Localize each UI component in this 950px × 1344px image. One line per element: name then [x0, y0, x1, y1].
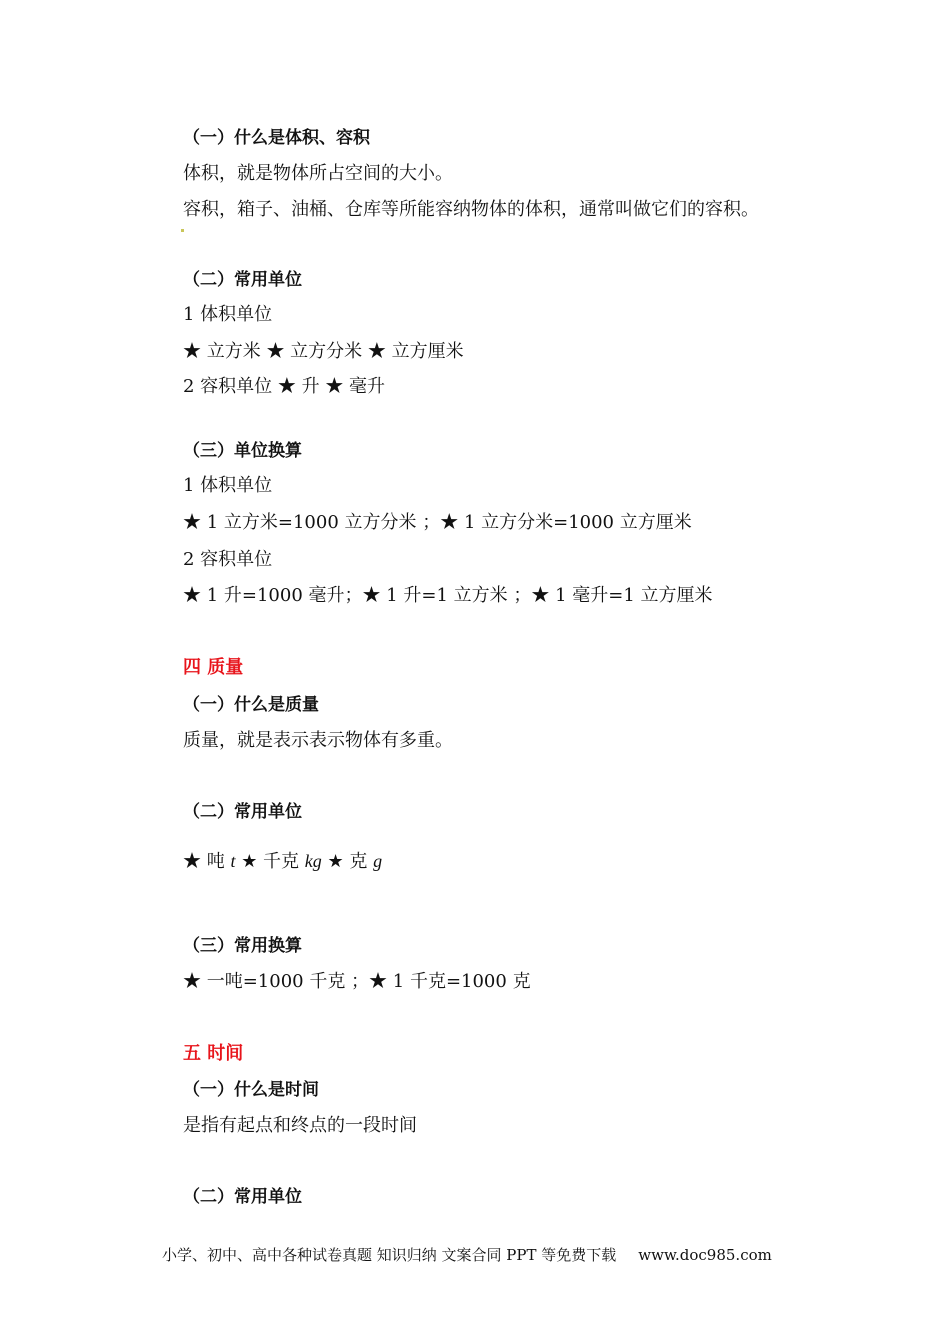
conversion-volume-title: 1 体积单位 — [183, 475, 273, 496]
mass-unit-g-symbol: g — [373, 851, 383, 871]
conversion-capacity-title: 2 容积单位 — [183, 549, 273, 570]
mass-unit-kg-symbol: kg — [304, 851, 322, 871]
conversion-capacity-line: ★ 1 升=1000 毫升；★ 1 升=1 立方米 ；★ 1 毫升=1 立方厘米 — [183, 585, 713, 606]
paragraph-time-definition: 是指有起点和终点的一段时间 — [183, 1115, 417, 1136]
stray-mark — [181, 229, 184, 232]
paragraph-mass-definition: 质量，就是表示表示物体有多重。 — [183, 730, 453, 751]
heading-unit-conversion: （三）单位换算 — [183, 441, 302, 461]
mass-unit-kilogram: ★ 千克 — [235, 851, 305, 872]
mass-unit-t-symbol: t — [230, 851, 236, 871]
heading-what-is-mass: （一）什么是质量 — [183, 695, 319, 715]
footer-text: 小学、初中、高中各种试卷真题 知识归纳 文案合同 PPT 等免费下载 — [162, 1246, 617, 1264]
page-footer — [162, 1244, 772, 1266]
section-time-title: 五 时间 — [183, 1043, 244, 1064]
mass-unit-ton: ★ 吨 — [183, 851, 231, 872]
heading-what-is-time: （一）什么是时间 — [183, 1080, 319, 1100]
heading-what-is-volume: （一）什么是体积、容积 — [183, 128, 370, 148]
paragraph-capacity-definition: 容积，箱子、油桶、仓库等所能容纳物体的体积，通常叫做它们的容积。 — [183, 199, 759, 220]
heading-mass-units: （二）常用单位 — [183, 802, 302, 822]
heading-mass-conversion: （三）常用换算 — [183, 936, 302, 956]
heading-common-units: （二）常用单位 — [183, 270, 302, 290]
mass-units-line — [183, 849, 382, 874]
volume-units-list: ★ 立方米 ★ 立方分米 ★ 立方厘米 — [183, 341, 464, 362]
conversion-volume-line: ★ 1 立方米=1000 立方分米 ；★ 1 立方分米=1000 立方厘米 — [183, 512, 692, 533]
heading-time-units: （二）常用单位 — [183, 1187, 302, 1207]
mass-unit-gram: ★ 克 — [321, 851, 374, 872]
capacity-units-line: 2 容积单位 ★ 升 ★ 毫升 — [183, 376, 386, 397]
paragraph-volume-definition: 体积，就是物体所占空间的大小。 — [183, 163, 453, 184]
mass-conversion-line: ★ 一吨=1000 千克 ；★ 1 千克=1000 克 — [183, 971, 531, 992]
volume-units-title: 1 体积单位 — [183, 304, 273, 325]
section-mass-title: 四 质量 — [183, 657, 244, 678]
footer-url[interactable]: www.doc985.com — [638, 1246, 772, 1264]
